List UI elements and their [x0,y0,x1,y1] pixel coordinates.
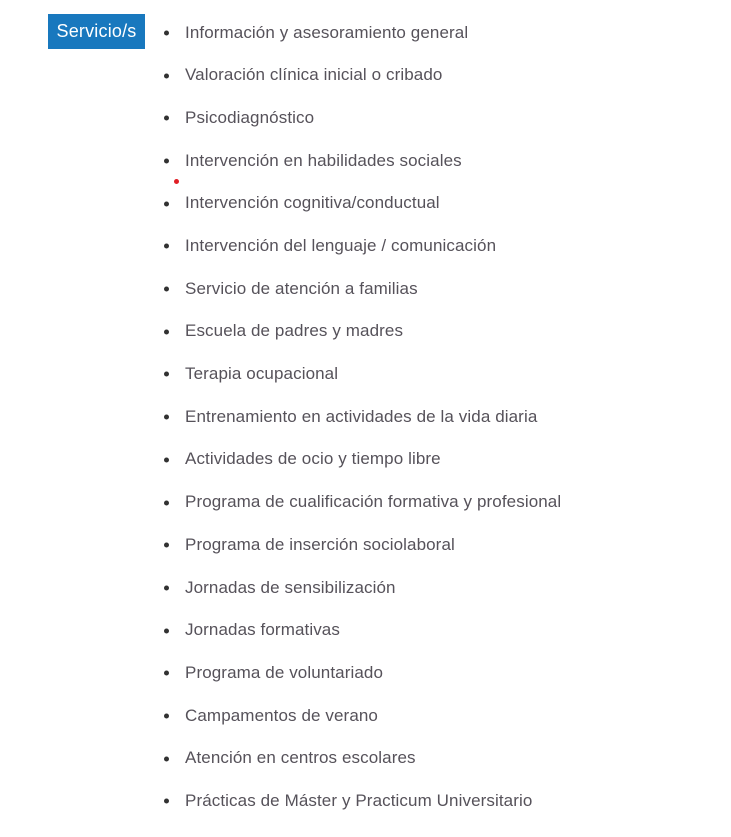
service-item [162,140,561,183]
bullet-icon [164,30,169,35]
service-item-label: Entrenamiento en actividades de la vida diaria [185,406,538,426]
service-item-label: Intervención cognitiva/conductual [185,193,440,213]
bullet-icon [164,244,169,249]
bullet-icon [164,457,169,462]
bullet-icon [164,287,169,292]
service-item-label: Servicio de atención a familias [185,278,418,298]
bullet-icon [164,329,169,334]
services-field-label: Servicio/s [48,14,145,49]
service-item [162,780,561,823]
service-item [162,695,561,738]
service-item-label: Programa de inserción sociolaboral [185,534,455,554]
service-item [162,268,561,311]
bullet-icon [164,500,169,505]
bullet-icon [164,159,169,164]
service-item-label: Información y asesoramiento general [185,22,469,42]
bullet-icon [164,713,169,718]
bullet-icon [164,201,169,206]
service-item-label: Atención en centros escolares [185,748,416,768]
service-item [162,182,561,225]
service-item [162,438,561,481]
service-item [162,396,561,439]
bullet-icon [164,73,169,78]
service-item-label: Jornadas de sensibilización [185,577,396,597]
service-item [162,652,561,695]
service-item [162,609,561,652]
service-item [162,54,561,97]
service-item-label: Actividades de ocio y tiempo libre [185,449,441,469]
bullet-icon [164,671,169,676]
service-item [162,567,561,610]
bullet-icon [164,585,169,590]
service-item [162,310,561,353]
service-item-label: Programa de voluntariado [185,662,384,682]
service-item [162,481,561,524]
bullet-icon [164,628,169,633]
service-item-label: Valoración clínica inicial o cribado [185,65,443,85]
service-item-label: Prácticas de Máster y Practicum Universitario [185,790,533,810]
service-item-label: Campamentos de verano [185,705,378,725]
service-item-label: Intervención en habilidades sociales [185,150,462,170]
service-item-label: Jornadas formativas [185,620,340,640]
service-item [162,524,561,567]
bullet-icon [164,116,169,121]
service-item-label: Escuela de padres y madres [185,321,404,341]
service-item-label: Psicodiagnóstico [185,107,315,127]
red-dot-marker [174,179,179,184]
service-item [162,353,561,396]
service-item-label: Programa de cualificación formativa y profesional [185,492,562,512]
service-item-label: Intervención del lenguaje / comunicación [185,236,497,256]
service-item [162,97,561,140]
service-item-label: Terapia ocupacional [185,364,339,384]
services-list [162,12,561,823]
bullet-icon [164,415,169,420]
bullet-icon [164,756,169,761]
service-item [162,737,561,780]
bullet-icon [164,372,169,377]
bullet-icon [164,543,169,548]
service-item [162,12,561,55]
bullet-icon [164,799,169,804]
service-item [162,225,561,268]
